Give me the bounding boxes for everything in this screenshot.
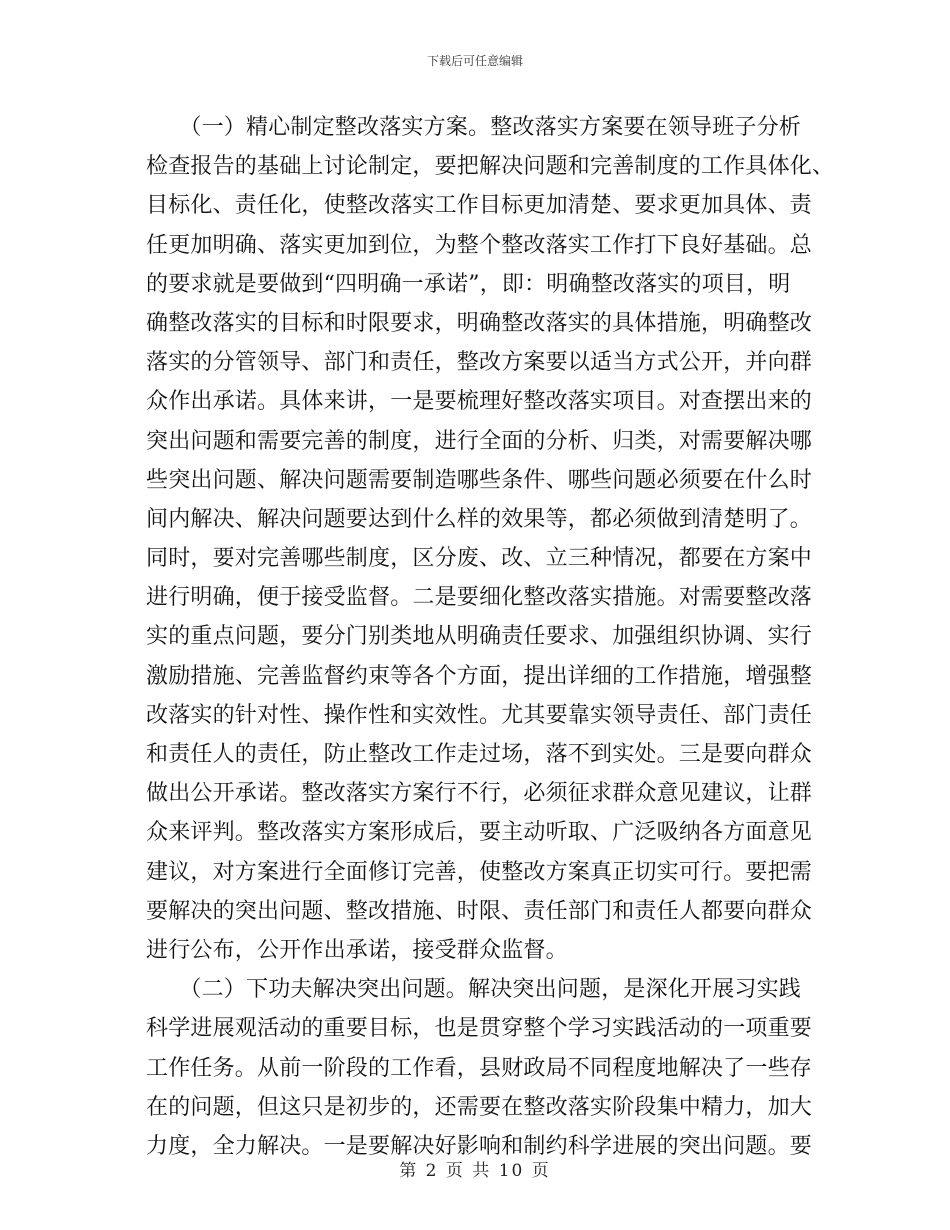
text-line: 众作出承诺。具体来讲，一是要梳理好整改落实项目。对查摆出来的: [146, 389, 813, 415]
text-line: 突出问题和需要完善的制度，进行全面的分析、归类，对需要解决哪: [146, 428, 813, 454]
document-body: [146, 108, 835, 1166]
page-header-note: 下载后可任意编辑: [426, 54, 523, 68]
text-line: 确整改落实的目标和时限要求，明确整改落实的具体措施，明确整改: [146, 310, 813, 336]
text-line: 同时，要对完善哪些制度，区分废、改、立三种情况，都要在方案中: [146, 546, 813, 572]
text-line: 要解决的突出问题、整改措施、时限、责任部门和责任人都要向群众: [146, 898, 813, 924]
text-line: （二）下功夫解决突出问题。解决突出问题，是深化开展习实践: [146, 977, 802, 1003]
text-line: 激励措施、完善监督约束等各个方面，提出详细的工作措施，增强整: [146, 663, 813, 689]
text-line: 在的问题，但这只是初步的，还需要在整改落实阶段集中精力，加大: [146, 1094, 813, 1120]
text-line: 实的重点问题，要分门别类地从明确责任要求、加强组织协调、实行: [146, 624, 813, 650]
text-line: 的要求就是要做到“四明确一承诺”，即：明确整改落实的项目，明: [146, 271, 791, 297]
text-line: 进行明确，便于接受监督。二是要细化整改落实措施。对需要整改落: [146, 585, 813, 611]
text-line: 检查报告的基础上讨论制定，要把解决问题和完善制度的工作具体化、: [146, 154, 835, 180]
text-line: 任更加明确、落实更加到位，为整个整改落实工作打下良好基础。总: [146, 232, 813, 258]
text-line: 工作任务。从前一阶段的工作看，县财政局不同程度地解决了一些存: [146, 1055, 813, 1081]
text-line: 和责任人的责任，防止整改工作走过场，落不到实处。三是要向群众: [146, 742, 813, 767]
text-line: 科学进展观活动的重要目标，也是贯穿整个学习实践活动的一项重要: [146, 1016, 813, 1042]
text-line: 落实的分管领导、部门和责任，整改方案要以适当方式公开，并向群: [146, 350, 813, 376]
text-line: 进行公布，公开作出承诺，接受群众监督。: [146, 937, 568, 963]
page-number-footer: 第 2 页 共 10 页: [399, 1161, 551, 1181]
text-line: 目标化、责任化，使整改落实工作目标更加清楚、要求更加具体、责: [146, 193, 813, 219]
text-line: 些突出问题、解决问题需要制造哪些条件、哪些问题必须要在什么时: [146, 467, 813, 493]
text-line: 众来评判。整改落实方案形成后，要主动听取、广泛吸纳各方面意见: [146, 820, 813, 846]
text-line: 间内解决、解决问题要达到什么样的效果等，都必须做到清楚明了。: [146, 506, 813, 532]
text-line: 做出公开承诺。整改落实方案行不行，必须征求群众意见建议，让群: [146, 781, 813, 807]
text-line: 改落实的针对性、操作性和实效性。尤其要靠实领导责任、部门责任: [146, 702, 813, 728]
text-line: 建议，对方案进行全面修订完善，使整改方案真正切实可行。要把需: [146, 859, 813, 885]
text-line: 力度，全力解决。一是要解决好影响和制约科学进展的突出问题。要: [146, 1133, 813, 1159]
text-line: （一）精心制定整改落实方案。整改落实方案要在领导班子分析: [146, 115, 802, 140]
